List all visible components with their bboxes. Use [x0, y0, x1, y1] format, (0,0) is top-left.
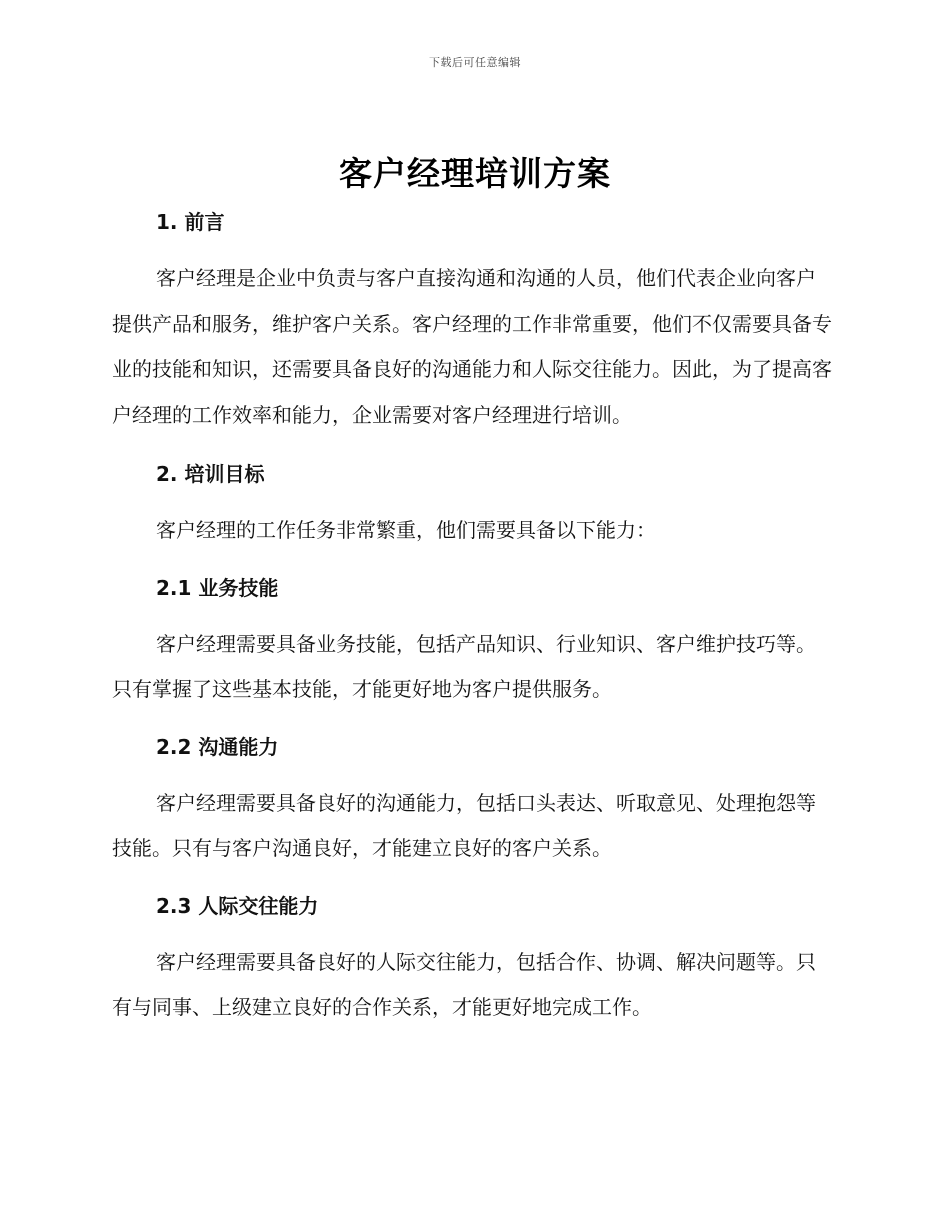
section-heading-communication: 2.2 沟通能力 — [156, 734, 279, 759]
header-note: 下载后可任意编辑 — [429, 56, 521, 69]
document-title: 客户经理培训方案 — [339, 154, 611, 193]
section-heading-preface: 1. 前言 — [156, 210, 225, 234]
section-paragraph-communication: 客户经理需要具备良好的沟通能力，包括口头表达、听取意见、处理抱怨等技能。只有与客户沟通良好，才能建立良好的客户关系。 — [112, 790, 816, 860]
section-paragraph-interpersonal: 客户经理需要具备良好的人际交往能力，包括合作、协调、解决问题等。只有与同事、上级建立良好的合作关系，才能更好地完成工作。 — [112, 949, 816, 1019]
section-heading-training-goals: 2. 培训目标 — [156, 462, 265, 486]
section-heading-interpersonal: 2.3 人际交往能力 — [156, 893, 319, 918]
section-paragraph-business-skills: 客户经理需要具备业务技能，包括产品知识、行业知识、客户维护技巧等。只有掌握了这些基本技能，才能更好地为客户提供服务。 — [112, 631, 816, 701]
document-body — [112, 200, 834, 1031]
section-paragraph-training-goals: 客户经理的工作任务非常繁重，他们需要具备以下能力： — [156, 518, 656, 542]
section-heading-business-skills: 2.1 业务技能 — [156, 575, 279, 600]
section-paragraph-preface: 客户经理是企业中负责与客户直接沟通和沟通的人员，他们代表企业向客户提供产品和服务，维护客户关系。客户经理的工作非常重要，他们不仅需要具备专业的技能和知识，还需要具备良好的沟通能力和人际交往能力。因此，为了提高客户经理的工作效率和能力，企业需要对客户经理进行培训。 — [112, 266, 832, 427]
